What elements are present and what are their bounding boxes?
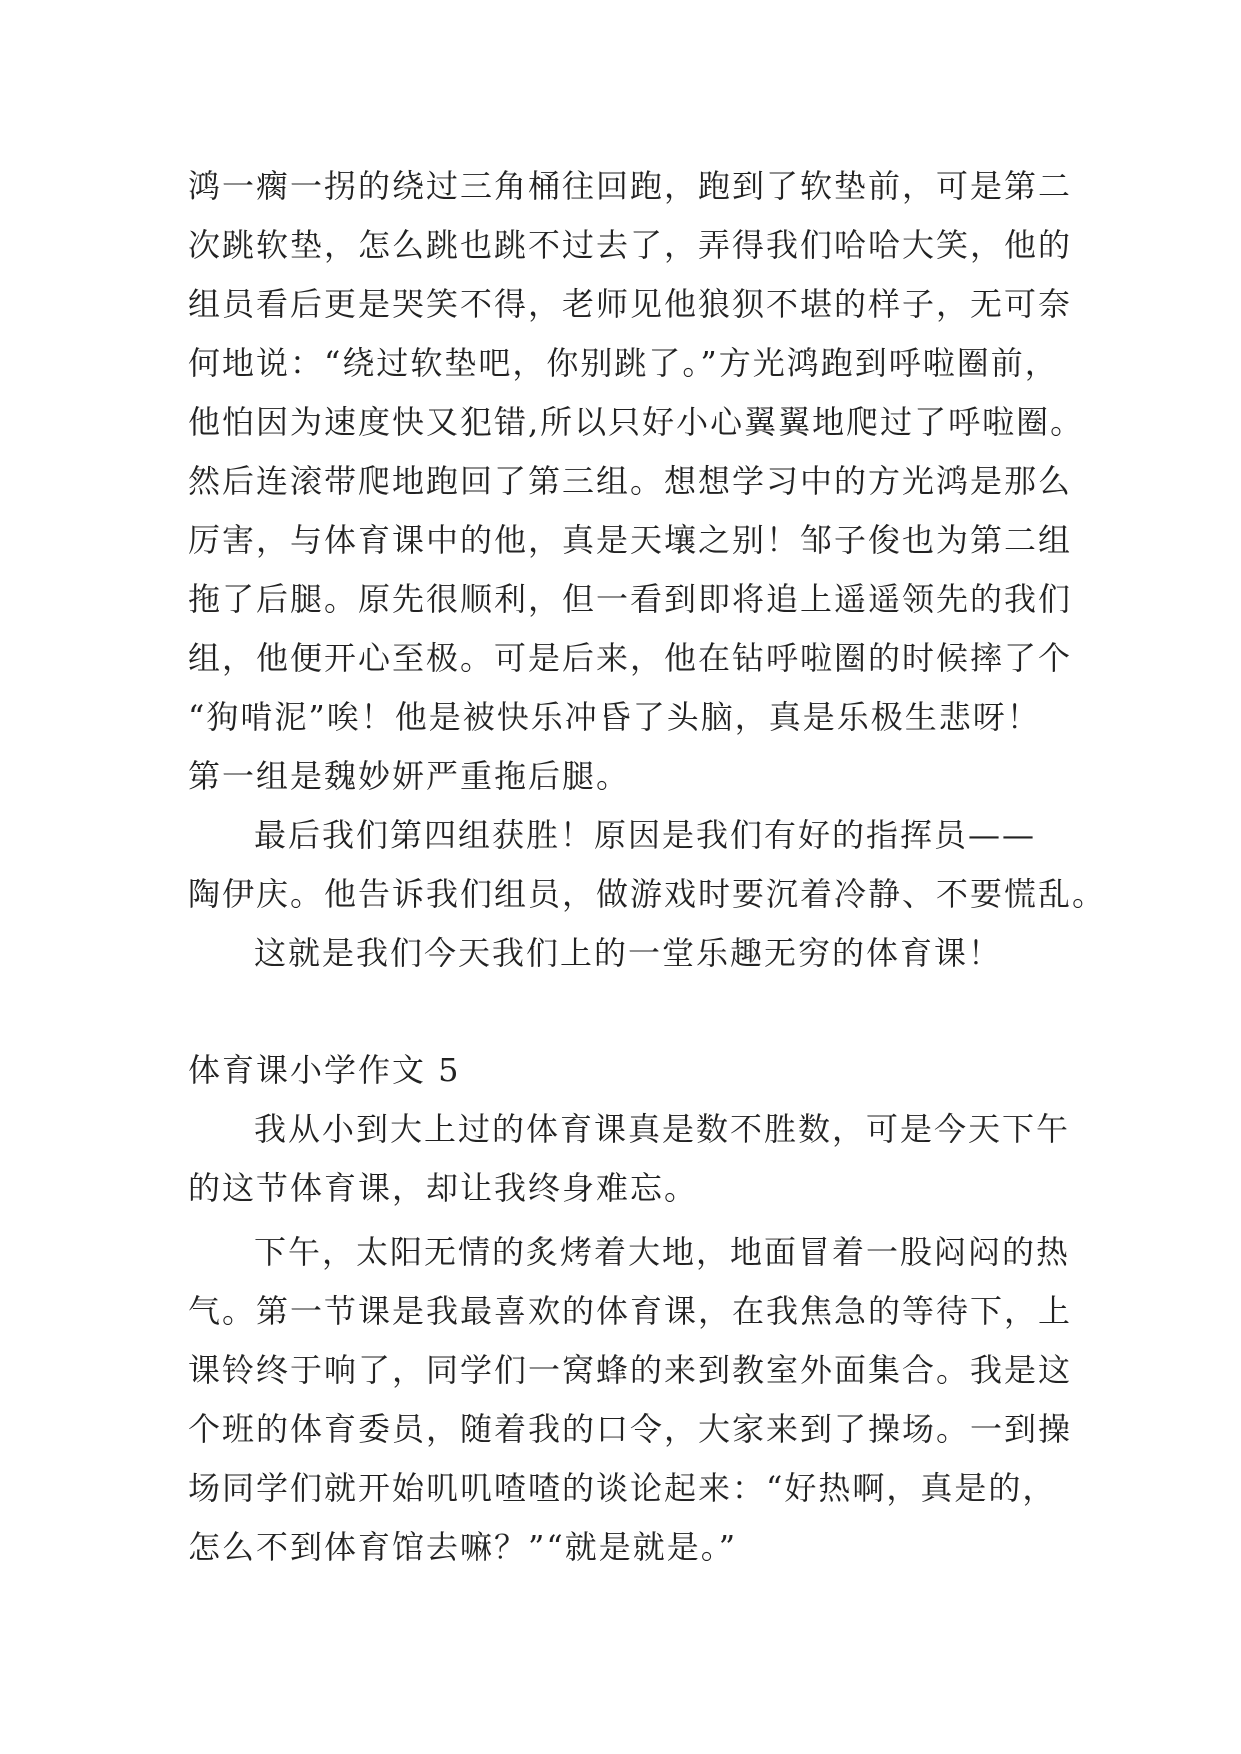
text-line: 他怕因为速度快又犯错,所以只好小心翼翼地爬过了呼啦圈。 (188, 403, 1085, 441)
text-line: 第一组是魏妙妍严重拖后腿。 (188, 757, 631, 795)
text-line: 怎么不到体育馆去嘛？”“就是就是。” (188, 1528, 738, 1566)
paragraph-first-line: 这就是我们今天我们上的一堂乐趣无穷的体育课！ (254, 934, 1003, 972)
text-line: 陶伊庆。他告诉我们组员，做游戏时要沉着冷静、不要慌乱。 (188, 875, 1107, 913)
text-line: “狗啃泥”唉！他是被快乐冲昏了头脑，真是乐极生悲呀！ (188, 698, 1041, 736)
text-line: 厉害，与体育课中的他，真是天壤之别！邹子俊也为第二组 (188, 521, 1073, 559)
paragraph-first-line: 最后我们第四组获胜！原因是我们有好的指挥员—— (254, 816, 1037, 854)
text-line: 鸿一瘸一拐的绕过三角桶往回跑，跑到了软垫前，可是第二 (188, 167, 1073, 205)
section-title: 体育课小学作文 5 (188, 1051, 461, 1089)
paragraph-first-line: 下午，太阳无情的炙烤着大地，地面冒着一股闷闷的热 (254, 1233, 1071, 1271)
text-line: 次跳软垫，怎么跳也跳不过去了，弄得我们哈哈大笑，他的 (188, 226, 1073, 264)
text-line: 然后连滚带爬地跑回了第三组。想想学习中的方光鸿是那么 (188, 462, 1073, 500)
paragraph-first-line: 我从小到大上过的体育课真是数不胜数，可是今天下午 (254, 1110, 1071, 1148)
text-line: 拖了后腿。原先很顺利，但一看到即将追上遥遥领先的我们 (188, 580, 1073, 618)
text-line: 气。第一节课是我最喜欢的体育课，在我焦急的等待下，上 (188, 1292, 1073, 1330)
text-line: 何地说：“绕过软垫吧，你别跳了。”方光鸿跑到呼啦圈前， (188, 344, 1059, 382)
text-line: 场同学们就开始叽叽喳喳的谈论起来：“好热啊，真是的， (188, 1469, 1057, 1507)
text-line: 组，他便开心至极。可是后来，他在钻呼啦圈的时候摔了个 (188, 639, 1073, 677)
text-line: 的这节体育课，却让我终身难忘。 (188, 1169, 699, 1207)
text-line: 课铃终于响了，同学们一窝蜂的来到教室外面集合。我是这 (188, 1351, 1073, 1389)
text-line: 个班的体育委员，随着我的口令，大家来到了操场。一到操 (188, 1410, 1073, 1448)
text-line: 组员看后更是哭笑不得，老师见他狼狈不堪的样子，无可奈 (188, 285, 1073, 323)
